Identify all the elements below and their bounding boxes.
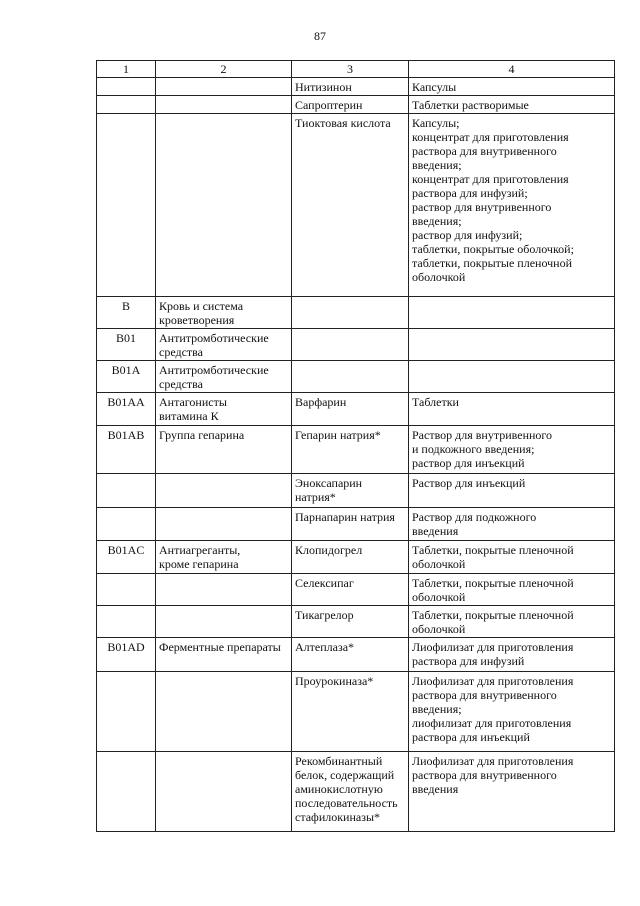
atc-code-cell: B01AB <box>97 426 156 474</box>
group-name-cell <box>156 114 292 297</box>
atc-code-cell: B <box>97 297 156 329</box>
table-row <box>97 329 615 361</box>
dosage-form-cell: Капсулы <box>409 78 615 96</box>
table-row <box>97 752 615 832</box>
dosage-form-cell: Раствор для инъекций <box>409 474 615 508</box>
group-name-cell: Ферментные препараты <box>156 638 292 672</box>
dosage-form-cell <box>409 297 615 329</box>
dosage-form-cell: Таблетки растворимые <box>409 96 615 114</box>
drug-name-cell: Тикагрелор <box>292 606 409 638</box>
dosage-form-cell <box>409 361 615 393</box>
table-header-row <box>97 61 615 78</box>
group-name-cell: Кровь и система кроветворения <box>156 297 292 329</box>
header-cell-4: 4 <box>409 61 615 78</box>
group-name-cell: Антитромботические средства <box>156 329 292 361</box>
dosage-form-cell: Таблетки, покрытые пленочной оболочкой <box>409 574 615 606</box>
drug-name-cell: Сапроптерин <box>292 96 409 114</box>
table-row <box>97 96 615 114</box>
group-name-cell <box>156 508 292 541</box>
group-name-cell: Антитромботические средства <box>156 361 292 393</box>
table-row <box>97 114 615 297</box>
atc-code-cell: B01AC <box>97 541 156 574</box>
group-name-cell: Антагонисты витамина К <box>156 393 292 426</box>
table-row <box>97 574 615 606</box>
group-name-cell <box>156 96 292 114</box>
table-row <box>97 393 615 426</box>
drug-name-cell: Алтеплаза* <box>292 638 409 672</box>
atc-code-cell <box>97 508 156 541</box>
group-name-cell <box>156 752 292 832</box>
dosage-form-cell: Раствор для подкожного введения <box>409 508 615 541</box>
group-name-cell: Антиагреганты, кроме гепарина <box>156 541 292 574</box>
drug-name-cell: Гепарин натрия* <box>292 426 409 474</box>
drug-name-cell: Рекомбинантный белок, содержащий аминокислотную последовательность стафилокиназы* <box>292 752 409 832</box>
drug-name-cell <box>292 329 409 361</box>
group-name-cell <box>156 672 292 752</box>
atc-code-cell <box>97 474 156 508</box>
atc-code-cell: B01AA <box>97 393 156 426</box>
header-cell-1: 1 <box>97 61 156 78</box>
dosage-form-cell: Капсулы; концентрат для приготовления раствора для внутривенного введения; концентрат для приготовления раствора для инфузий; раствор для внутривенного введения; раствор для инфузий; таблетки, покрытые оболочкой; таблетки, покрытые пленочной оболочкой <box>409 114 615 297</box>
atc-code-cell: B01 <box>97 329 156 361</box>
group-name-cell <box>156 78 292 96</box>
dosage-form-cell: Таблетки <box>409 393 615 426</box>
atc-code-cell <box>97 574 156 606</box>
atc-code-cell <box>97 96 156 114</box>
atc-code-cell <box>97 78 156 96</box>
atc-code-cell <box>97 752 156 832</box>
drug-name-cell: Клопидогрел <box>292 541 409 574</box>
header-cell-3: 3 <box>292 61 409 78</box>
header-cell-2: 2 <box>156 61 292 78</box>
drug-name-cell: Тиоктовая кислота <box>292 114 409 297</box>
table-row <box>97 78 615 96</box>
dosage-form-cell: Лиофилизат для приготовления раствора для внутривенного введения <box>409 752 615 832</box>
group-name-cell <box>156 606 292 638</box>
table-row <box>97 426 615 474</box>
table-row <box>97 508 615 541</box>
drug-name-cell <box>292 297 409 329</box>
group-name-cell: Группа гепарина <box>156 426 292 474</box>
atc-code-cell <box>97 114 156 297</box>
drug-table <box>96 60 615 832</box>
drug-name-cell: Нитизинон <box>292 78 409 96</box>
dosage-form-cell: Раствор для внутривенного и подкожного введения; раствор для инъекций <box>409 426 615 474</box>
atc-code-cell: B01A <box>97 361 156 393</box>
dosage-form-cell: Таблетки, покрытые пленочной оболочкой <box>409 606 615 638</box>
page-number: 87 <box>314 29 326 43</box>
drug-name-cell: Селексипаг <box>292 574 409 606</box>
drug-name-cell <box>292 361 409 393</box>
table-row <box>97 361 615 393</box>
table-row <box>97 672 615 752</box>
table-row <box>97 606 615 638</box>
group-name-cell <box>156 474 292 508</box>
table-row <box>97 638 615 672</box>
atc-code-cell <box>97 606 156 638</box>
dosage-form-cell: Лиофилизат для приготовления раствора для инфузий <box>409 638 615 672</box>
drug-name-cell: Эноксапарин натрия* <box>292 474 409 508</box>
table-row <box>97 474 615 508</box>
atc-code-cell <box>97 672 156 752</box>
table-row <box>97 297 615 329</box>
drug-name-cell: Проурокиназа* <box>292 672 409 752</box>
table-row <box>97 541 615 574</box>
group-name-cell <box>156 574 292 606</box>
drug-name-cell: Парнапарин натрия <box>292 508 409 541</box>
drug-name-cell: Варфарин <box>292 393 409 426</box>
dosage-form-cell: Таблетки, покрытые пленочной оболочкой <box>409 541 615 574</box>
dosage-form-cell <box>409 329 615 361</box>
dosage-form-cell: Лиофилизат для приготовления раствора для внутривенного введения; лиофилизат для приготовления раствора для инъекций <box>409 672 615 752</box>
atc-code-cell: B01AD <box>97 638 156 672</box>
